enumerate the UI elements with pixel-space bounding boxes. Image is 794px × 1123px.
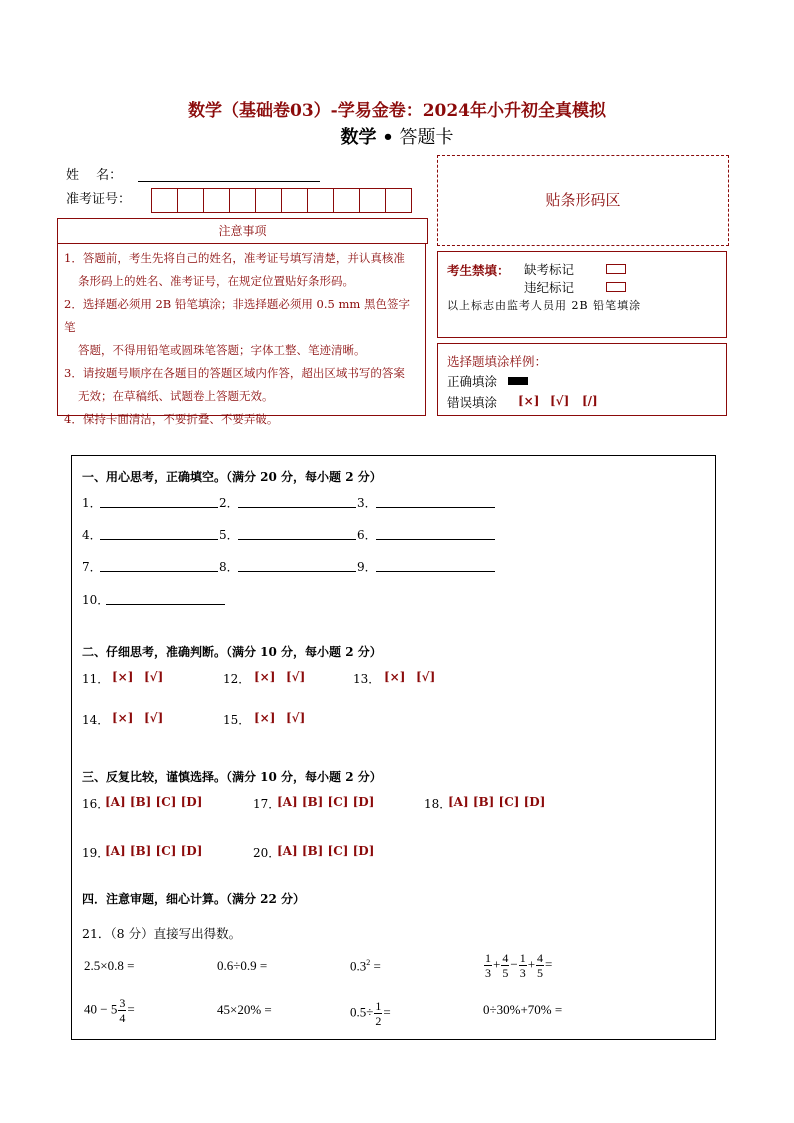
- examiner-only-box: [437, 251, 727, 338]
- false-option[interactable]: [×]: [112, 670, 134, 684]
- name-label: 姓 名：: [66, 168, 123, 183]
- answer-blank[interactable]: [100, 539, 218, 540]
- denominator: 4: [119, 1011, 126, 1025]
- expression-fractions: [483, 951, 552, 980]
- notice-item: 无效；在草稿纸、试题卷上答题无效。: [78, 389, 274, 403]
- notice-item: 1．答题前，考生先将自己的姓名，准考证号填写清楚，并认真核准: [64, 251, 405, 265]
- expr-part: 40 − 5: [84, 1001, 118, 1017]
- choice-options[interactable]: [A] [B] [C] [D]: [277, 844, 375, 858]
- correct-fill-sample: [508, 377, 528, 385]
- exam-id-digit-box[interactable]: [360, 189, 386, 212]
- exam-id-digit-box[interactable]: [230, 189, 256, 212]
- wrong-fill-cross: [×]: [518, 394, 540, 408]
- exam-id-digit-box[interactable]: [178, 189, 204, 212]
- examiner-note: 以上标志由监考人员用 2B 铅笔填涂: [447, 299, 642, 312]
- expression: [84, 996, 135, 1025]
- fraction: [536, 951, 544, 980]
- q-label: 2．: [219, 496, 239, 510]
- correct-fill-label: 正确填涂: [447, 374, 498, 389]
- numerator: 4: [537, 951, 544, 965]
- q-label: 1．: [82, 496, 102, 510]
- fraction: [519, 951, 527, 980]
- exam-id-digit-box[interactable]: [152, 189, 178, 212]
- expression: 2.5×0.8 =: [84, 958, 135, 973]
- false-option[interactable]: [×]: [254, 670, 276, 684]
- q-label: 4．: [82, 528, 102, 542]
- choice-options[interactable]: [A] [B] [C] [D]: [105, 795, 203, 809]
- exam-id-digit-box[interactable]: [256, 189, 282, 212]
- q-label: 15．: [223, 713, 251, 727]
- denominator: 3: [485, 966, 491, 980]
- operator: −: [510, 956, 518, 972]
- notice-heading: 注意事项: [57, 218, 428, 244]
- question-21: 21．（8 分）直接写出得数。: [82, 926, 242, 941]
- document-title: 数学（基础卷03）-学易金卷：2024年小升初全真模拟: [187, 101, 607, 121]
- document-subtitle: [0, 123, 794, 149]
- subtitle-answer-card: 答题卡: [399, 127, 454, 148]
- subtitle-subject: 数学: [340, 127, 377, 148]
- choice-options[interactable]: [A] [B] [C] [D]: [448, 795, 546, 809]
- expr-tail: =: [127, 1001, 135, 1017]
- numerator: 1: [375, 999, 382, 1013]
- q-label: 17．: [253, 797, 281, 811]
- answer-blank[interactable]: [106, 604, 225, 605]
- denominator: 2: [375, 1014, 382, 1028]
- answer-blank[interactable]: [376, 507, 495, 508]
- subtitle-dot: •: [382, 127, 394, 148]
- q-label: 11．: [82, 672, 110, 686]
- q-label: 16．: [82, 797, 110, 811]
- barcode-area: 贴条形码区: [437, 155, 729, 246]
- fraction: [118, 996, 126, 1025]
- fraction: [501, 951, 509, 980]
- numerator: 3: [119, 996, 126, 1010]
- q-label: 14．: [82, 713, 110, 727]
- q-label: 20．: [253, 846, 281, 860]
- q-label: 8．: [219, 560, 239, 574]
- exam-id-digit-box[interactable]: [308, 189, 334, 212]
- section-1-title: 一、用心思考，正确填空。（满分 20 分，每小题 2 分）: [82, 470, 382, 484]
- exam-id-digit-box[interactable]: [334, 189, 360, 212]
- expression: 0÷30%+70% =: [483, 1002, 563, 1017]
- notice-item: 2．选择题必须用 2B 铅笔填涂；非选择题必须用 0.5 mm 黑色签字笔: [64, 297, 410, 334]
- section-2-title: 二、仔细思考，准确判断。（满分 10 分，每小题 2 分）: [82, 645, 382, 659]
- q-label: 19．: [82, 846, 110, 860]
- section-4-title: 四．注意审题，细心计算。（满分 22 分）: [82, 892, 306, 906]
- false-option[interactable]: [×]: [112, 711, 134, 725]
- violation-mark-label: 违纪标记: [524, 280, 575, 295]
- true-option[interactable]: [√]: [144, 711, 164, 725]
- expr-part: 0.5÷: [350, 1004, 374, 1020]
- denominator: 3: [519, 966, 526, 980]
- wrong-fill-check: [√]: [550, 394, 570, 408]
- exam-id-boxes: [151, 188, 412, 213]
- answer-blank[interactable]: [238, 539, 356, 540]
- notice-item: 答题，不得用铅笔或圆珠笔答题；字体工整、笔迹清晰。: [78, 343, 366, 357]
- examiner-only-label: 考生禁填：: [447, 263, 510, 278]
- false-option[interactable]: [×]: [384, 670, 406, 684]
- true-option[interactable]: [√]: [286, 711, 306, 725]
- wrong-fill-slash: [/]: [582, 394, 598, 408]
- name-field[interactable]: [138, 181, 320, 182]
- operator: +: [493, 956, 501, 972]
- fill-sample-title: 选择题填涂样例：: [447, 354, 548, 369]
- expression: 0.6÷0.9 =: [217, 958, 268, 973]
- expr-tail: =: [383, 1004, 391, 1020]
- q-label: 7．: [82, 560, 102, 574]
- violation-mark-box[interactable]: [606, 282, 626, 292]
- operator: =: [545, 956, 553, 972]
- answer-blank[interactable]: [100, 507, 218, 508]
- operator: +: [527, 956, 536, 972]
- notice-list: [57, 243, 426, 426]
- numerator: 1: [519, 951, 526, 965]
- notice-item: 3．请按题号顺序在各题目的答题区域内作答，超出区域书写的答案: [64, 366, 405, 380]
- exam-id-digit-box[interactable]: [204, 189, 230, 212]
- fraction: [374, 999, 382, 1028]
- wrong-fill-label: 错误填涂: [447, 395, 498, 410]
- expr-base: 0.3: [350, 958, 367, 974]
- q-label: 13．: [353, 672, 381, 686]
- section-3-title: 三、反复比较，谨慎选择。（满分 10 分，每小题 2 分）: [82, 770, 382, 784]
- expression: [350, 958, 381, 974]
- answer-area: [71, 455, 716, 1040]
- expression: 45×20% =: [217, 1002, 272, 1017]
- q-label: 18．: [424, 797, 452, 811]
- exam-id-label: 准考证号：: [66, 192, 132, 207]
- q-label: 3．: [357, 496, 377, 510]
- choice-options[interactable]: [A] [B] [C] [D]: [277, 795, 375, 809]
- answer-blank[interactable]: [238, 571, 356, 572]
- answer-blank[interactable]: [238, 507, 356, 508]
- expression: [350, 999, 391, 1028]
- q-label: 6．: [357, 528, 377, 542]
- expr-exponent: 2: [366, 958, 371, 967]
- fill-sample-box: [437, 343, 727, 416]
- expr-tail: =: [370, 958, 381, 974]
- notice-item: 4．保持卡面清洁，不要折叠、不要弄破。: [64, 412, 279, 426]
- true-option[interactable]: [√]: [416, 670, 436, 684]
- absent-mark-label: 缺考标记: [524, 262, 575, 277]
- absent-mark-box[interactable]: [606, 264, 626, 274]
- exam-id-digit-box[interactable]: [386, 189, 411, 212]
- answer-blank[interactable]: [376, 539, 495, 540]
- q-label: 5．: [219, 528, 239, 542]
- fraction: [484, 951, 492, 980]
- notice-item: 条形码上的姓名、准考证号，在规定位置贴好条形码。: [78, 274, 354, 288]
- numerator: 4: [502, 951, 509, 965]
- answer-blank[interactable]: [376, 571, 495, 572]
- q-label: 10．: [82, 593, 110, 607]
- denominator: 5: [537, 966, 544, 980]
- exam-id-digit-box[interactable]: [282, 189, 308, 212]
- choice-options[interactable]: [A] [B] [C] [D]: [105, 844, 203, 858]
- true-option[interactable]: [√]: [144, 670, 164, 684]
- numerator: 1: [485, 951, 491, 965]
- true-option[interactable]: [√]: [286, 670, 306, 684]
- answer-blank[interactable]: [100, 571, 218, 572]
- q-label: 12．: [223, 672, 251, 686]
- false-option[interactable]: [×]: [254, 711, 276, 725]
- denominator: 5: [502, 966, 509, 980]
- q-label: 9．: [357, 560, 377, 574]
